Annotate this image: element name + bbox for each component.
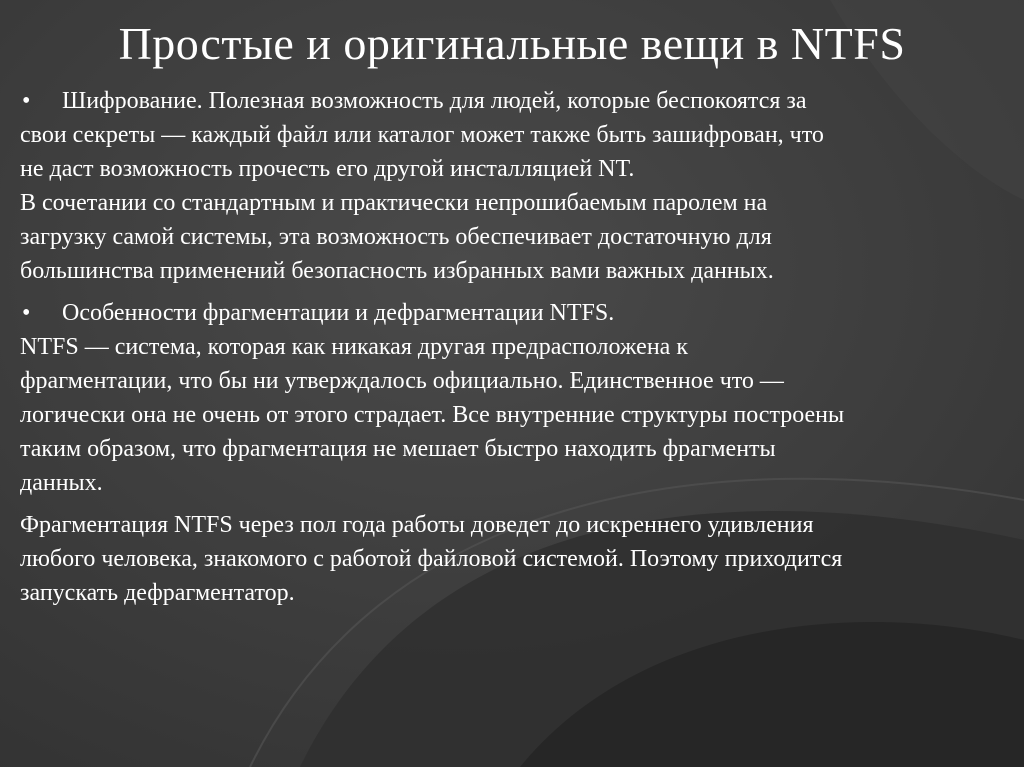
closing-line: запускать дефрагментатор.	[20, 580, 295, 606]
closing-line: любого человека, знакомого с работой файловой системой. Поэтому приходится	[20, 546, 843, 572]
bullet-1-line: В сочетании со стандартным и практически непрошибаемым паролем на	[20, 190, 768, 216]
bullet-marker: •	[22, 88, 31, 114]
bullet-2-line: таким образом, что фрагментация не мешает быстро находить фрагменты	[20, 436, 776, 462]
bullet-2-heading: • Особенности фрагментации и дефрагментации NTFS.	[20, 296, 1010, 330]
bullet-1-line: свои секреты — каждый файл или каталог может также быть зашифрован, что	[20, 122, 824, 148]
bullet-1-heading: • Шифрование. Полезная возможность для людей, которые беспокоятся за	[20, 84, 1010, 118]
closing-line: Фрагментация NTFS через пол года работы доведет до искреннего удивления	[20, 512, 814, 538]
bullet-2-line: фрагментации, что бы ни утверждалось официально. Единственное что —	[20, 368, 784, 394]
bullet-1-line: большинства применений безопасность избранных вами важных данных.	[20, 258, 774, 284]
bullet-2-line: NTFS — система, которая как никакая другая предрасположена к	[20, 334, 688, 360]
bullet-2-line: данных.	[20, 470, 103, 496]
bullet-2-line: логически она не очень от этого страдает. Все внутренние структуры построены	[20, 402, 845, 428]
slide-content	[20, 84, 1010, 610]
bullet-1-line: загрузку самой системы, эта возможность обеспечивает достаточную для	[20, 224, 772, 250]
bullet-marker: •	[22, 300, 31, 326]
bullet-1-line: не даст возможность прочесть его другой инсталляцией NT.	[20, 156, 635, 182]
spacer	[20, 500, 1010, 508]
slide-title: Простые и оригинальные вещи в NTFS	[118, 18, 906, 69]
spacer	[20, 288, 1010, 296]
